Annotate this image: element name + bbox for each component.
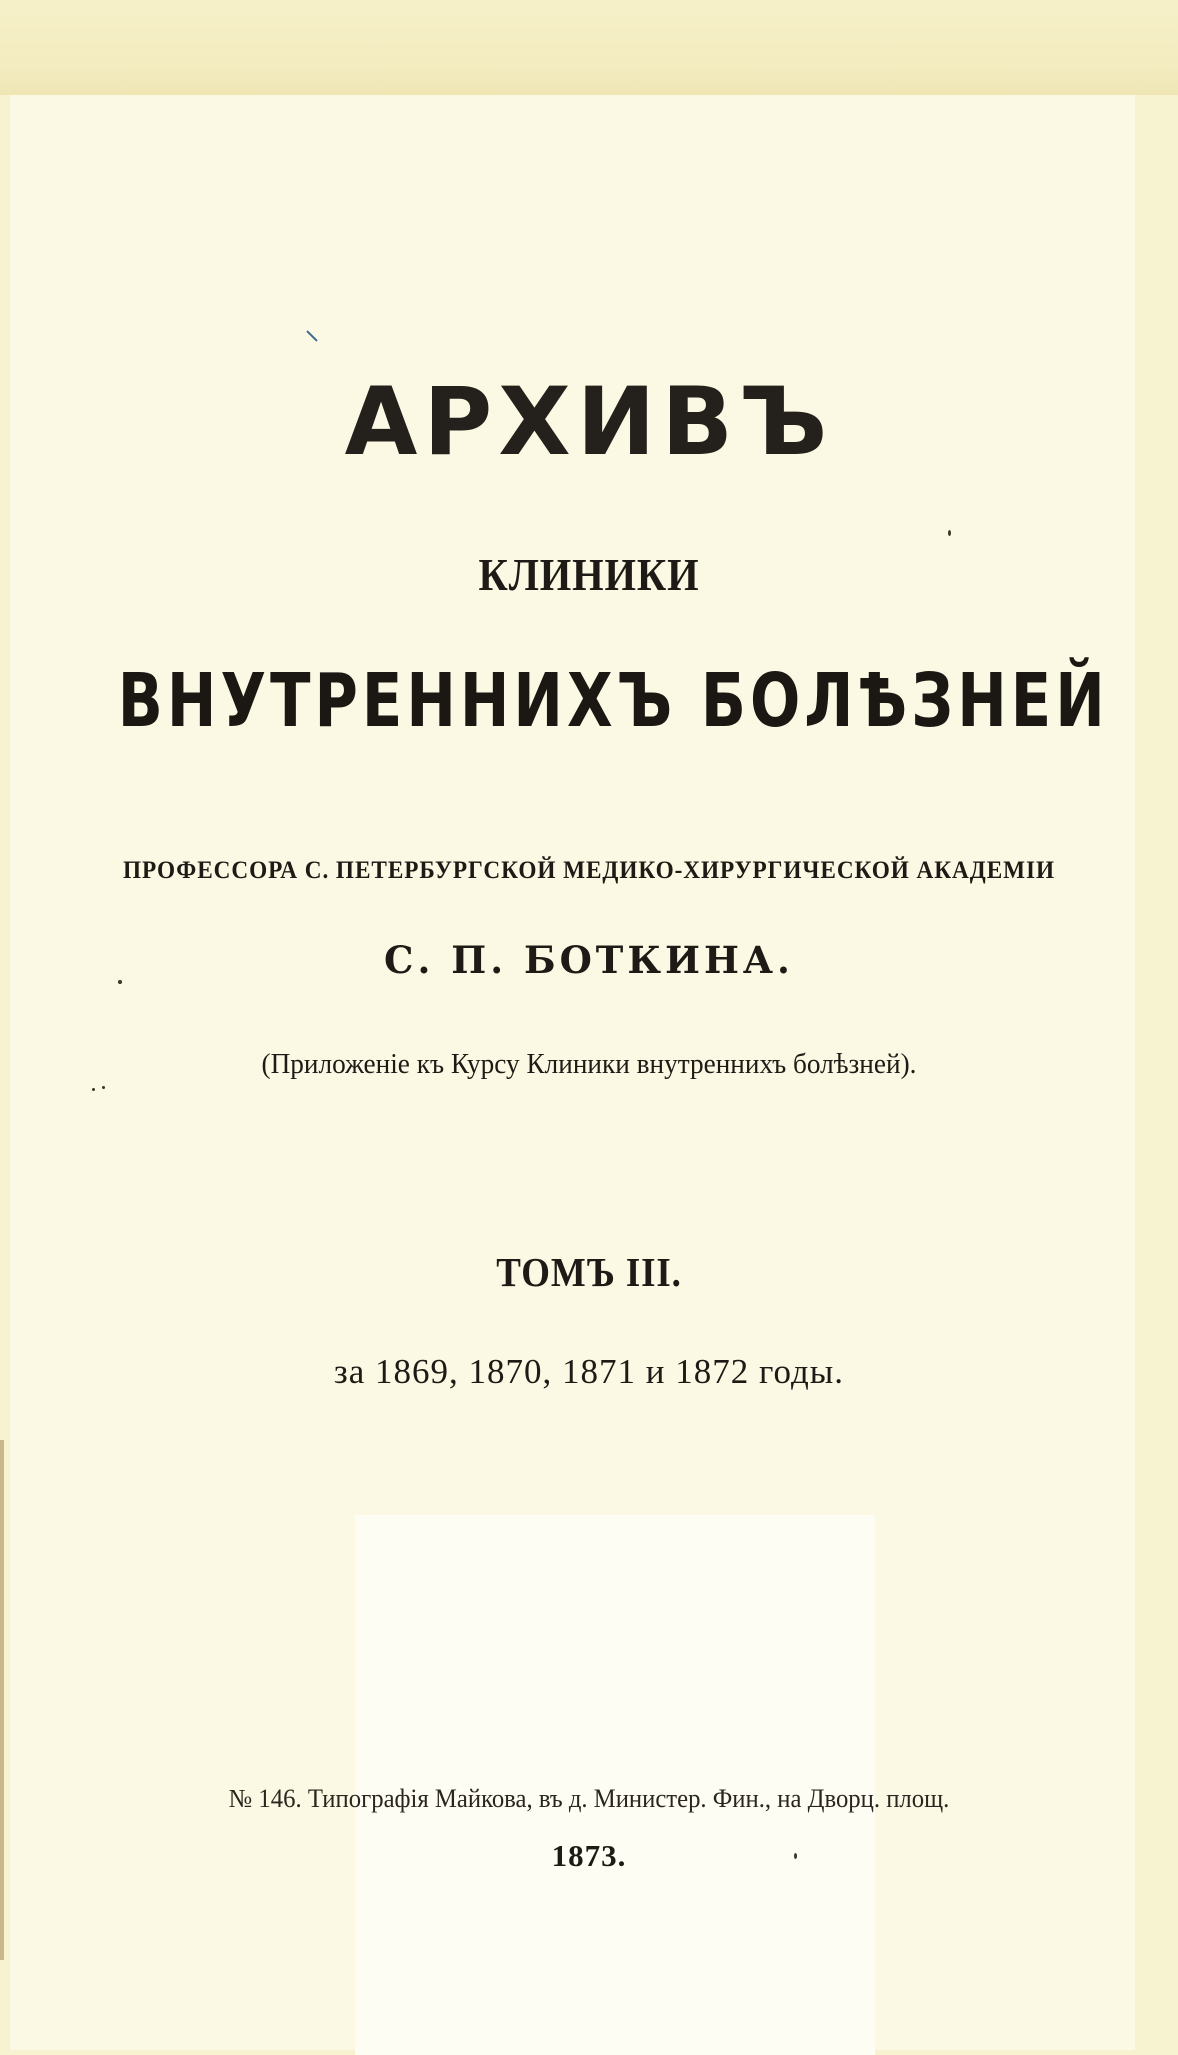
scan-top-strip xyxy=(0,0,1178,95)
book-subtitle-diseases: ВНУТРЕННИХЪ БОЛѢЗНЕЙ xyxy=(117,658,1109,744)
printer-imprint: № 146. Типографія Майкова, въ д. Министер. Фин., на Дворц. площ. xyxy=(228,1784,950,1813)
scan-speck xyxy=(92,1088,95,1091)
publication-year: 1873. xyxy=(551,1838,627,1873)
scan-speck xyxy=(948,530,951,536)
scan-speck xyxy=(102,1086,105,1089)
book-subtitle-clinic: КЛИНИКИ xyxy=(478,549,700,600)
author-name: С. П. БОТКИНА. xyxy=(384,938,794,982)
appendix-note: (Приложеніе къ Курсу Клиники внутреннихъ болѣзней). xyxy=(261,1048,917,1080)
scan-left-edge xyxy=(0,1440,4,1960)
covered-years: за 1869, 1870, 1871 и 1872 годы. xyxy=(333,1352,845,1391)
scan-speck xyxy=(118,980,122,984)
book-title: АРХИВЪ xyxy=(344,368,834,477)
author-affiliation: ПРОФЕССОРА С. ПЕТЕРБУРГСКОЙ МЕДИКО-ХИРУРГИЧЕСКОЙ АКАДЕМІИ xyxy=(122,857,1056,884)
scan-speck xyxy=(794,1853,797,1859)
volume-number: ТОМЪ III. xyxy=(496,1249,682,1295)
